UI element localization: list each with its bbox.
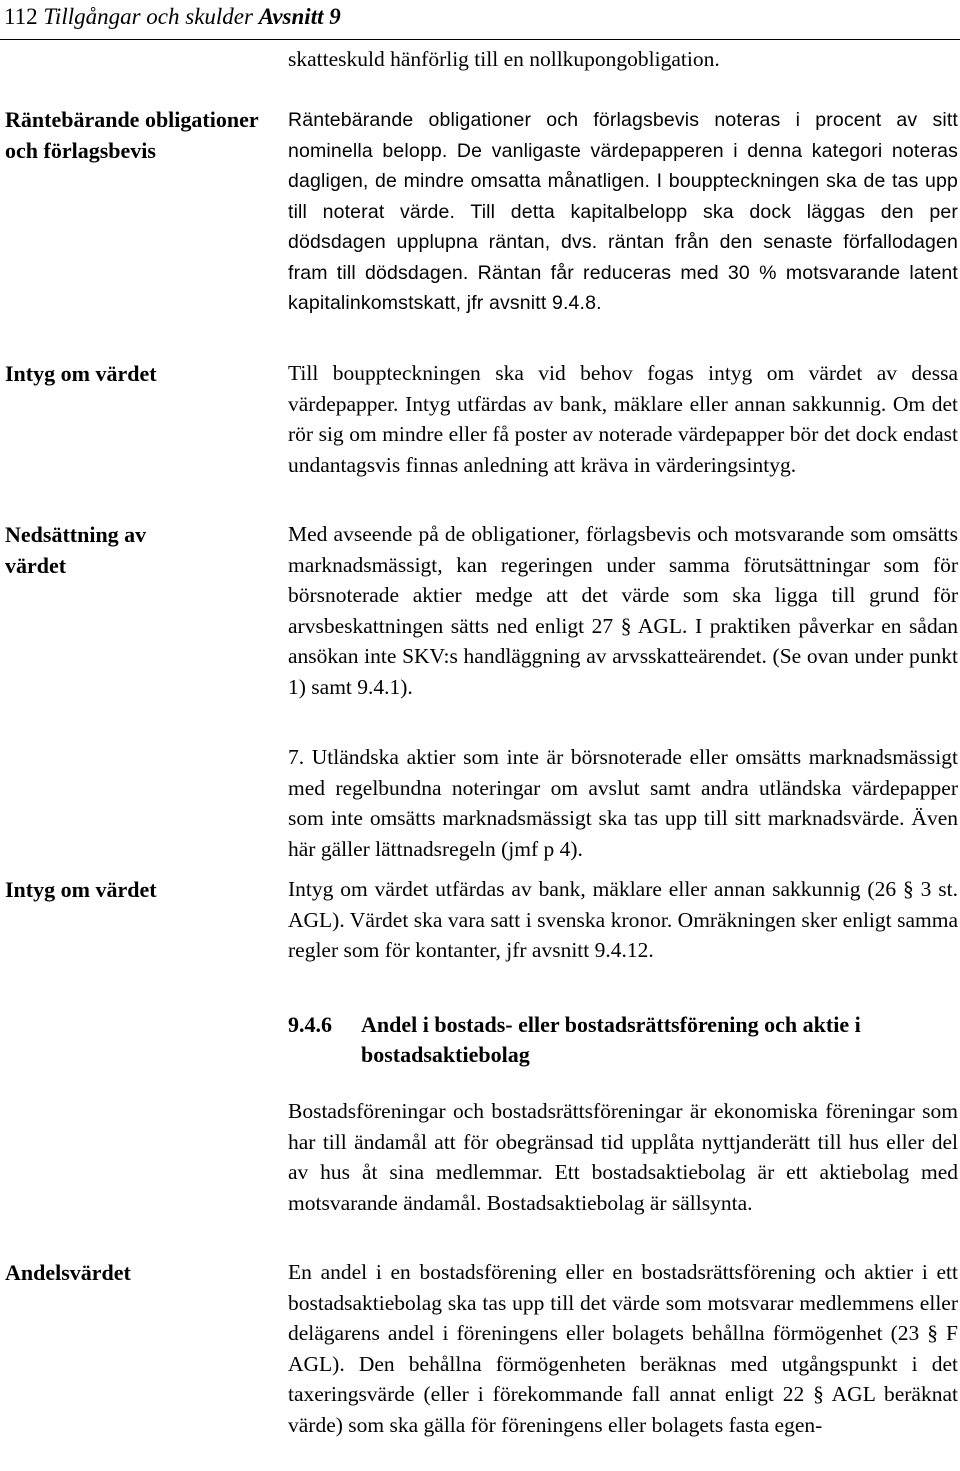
paragraph-0: skatteskuld hänförlig till en nollkupongobligation.	[288, 47, 720, 71]
header-rule	[0, 39, 960, 40]
section-label: Avsnitt 9	[258, 4, 341, 29]
paragraph-1: Räntebärande obligationer och förlagsbevis noteras i procent av sitt nominella belopp. De vanligaste värdepapperen i denna kategori noteras dagligen, de mindre omsatta månatligen. I bouppteckningen ska de tas upp till noterat värde. Till detta kapitalbelopp ska dock läggas den per dödsdagen upplupna räntan, dvs. räntan från den senaste förfallodagen fram till dödsdagen. Räntan får reduceras med 30 % motsvarande latent kapitalinkomstskatt, jfr avsnitt 9.4.8.	[288, 109, 958, 314]
paragraph-7: En andel i en bostadsförening eller en bostadsrättsförening och aktier i ett bostadsaktiebolag ska tas upp till det värde som motsvarar medlemmens eller delägarens andel i föreningens eller bolagets behållna förmögenhet (23 § F AGL). Den behållna förmögenheten beräknas med utgångspunkt i det taxeringsvärde (eller i förekommande fall annat enligt 22 § AGL beräknat värde) som ska gälla för föreningens eller bolagets fasta egen-	[288, 1260, 958, 1437]
paragraph-3: Med avseende på de obligationer, förlagsbevis och motsvarande som omsätts marknadsmässigt, kan regeringen under samma förutsättningar som för börsnoterade aktier medge att det värde som ska ligga till grund för arvsbeskattningen sätts ned enligt 27 § AGL. I praktiken påverkar en sådan ansökan inte SKV:s handläggning av arvsskatteärendet. (Se ovan under punkt 1) samt 9.4.1).	[288, 522, 958, 699]
paragraph-4: 7. Utländska aktier som inte är börsnoterade eller omsätts marknadsmässigt med regelbundna noteringar om avslut samt andra utländska värdepapper som inte omsätts marknadsmässigt ska tas upp till sitt marknadsvärde. Även här gäller lättnadsregeln (jmf p 4).	[288, 745, 958, 861]
section-title: Andel i bostads- eller bostadsrättsförening och aktie i bostadsaktiebolag	[361, 1012, 861, 1067]
margin-note-rantebarande: Räntebärande obligationer och förlagsbevis	[5, 107, 259, 163]
paragraph-5: Intyg om värdet utfärdas av bank, mäklare eller annan sakkunnig (26 § 3 st. AGL). Värdet ska vara satt i svenska kronor. Omräkningen sker enligt samma regler som för kontanter, jfr avsnitt 9.4.12.	[288, 877, 958, 962]
page-header	[0, 0, 960, 40]
page-number: 112	[4, 4, 38, 29]
chapter-title: Tillgångar och skulder	[43, 4, 253, 29]
paragraph-6: Bostadsföreningar och bostadsrättsföreningar är ekonomiska föreningar som har till ändamål att för obegränsad tid upplåta nyttjanderätt till hus eller del av hus åt sina medlemmar. Ett bostadsaktiebolag är ett aktiebolag med motsvarande ändamål. Bostadsaktiebolag är sällsynta.	[288, 1099, 958, 1215]
margin-note-andelsvardet: Andelsvärdet	[5, 1260, 131, 1285]
margin-note-intyg-1: Intyg om värdet	[5, 361, 157, 386]
margin-note-nedsattning: Nedsättning av värdet	[5, 522, 147, 578]
margin-note-intyg-2: Intyg om värdet	[5, 877, 157, 902]
section-number: 9.4.6	[288, 1012, 332, 1037]
paragraph-2: Till bouppteckningen ska vid behov fogas intyg om värdet av dessa värdepapper. Intyg utfärdas av bank, mäklare eller annan sakkunnig. Om det rör sig om mindre eller få poster av noterade värdepapper bör det dock endast undantagsvis finnas anledning att kräva in värderingsintyg.	[288, 361, 958, 477]
